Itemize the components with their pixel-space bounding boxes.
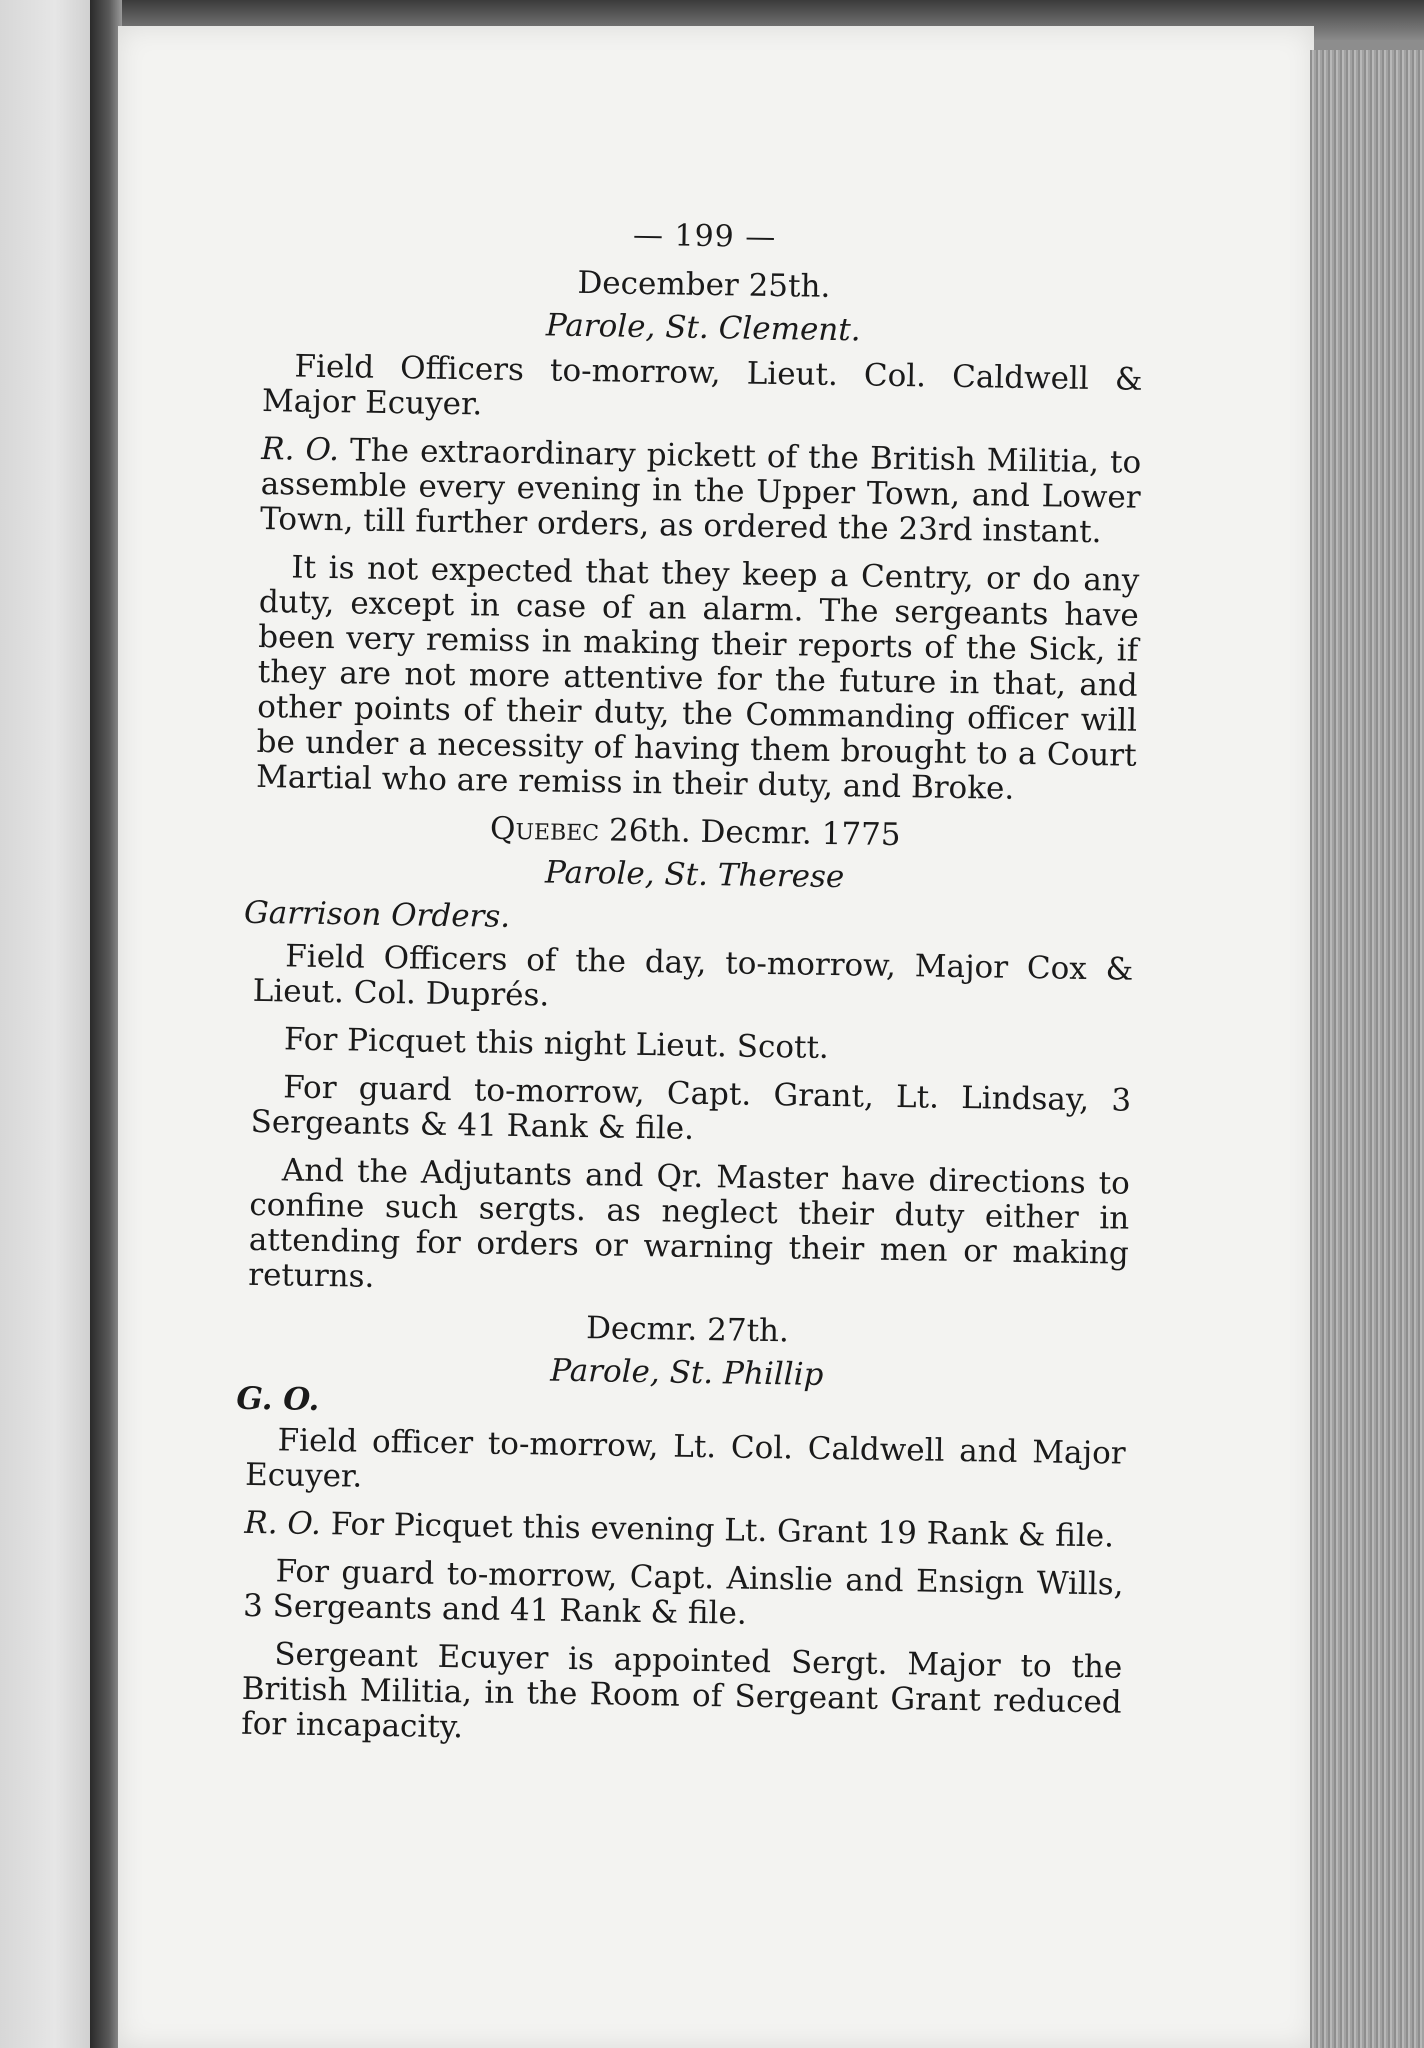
- facing-page-edge: [0, 0, 92, 2048]
- order-paragraph: Field Officers to-morrow, Lieut. Col. Caldwell & Major Ecuyer.: [261, 348, 1143, 423]
- page-number: — 199 —: [632, 217, 777, 256]
- order-paragraph: [244, 1506, 1124, 1555]
- entry-date: [255, 808, 1135, 857]
- entry-place: Quebec: [489, 810, 600, 849]
- order-paragraph: [260, 432, 1142, 551]
- entry-parole: Parole, St. Clement.: [545, 307, 861, 349]
- entry-date: Decmr. 27th.: [585, 1310, 790, 1350]
- section-heading: G. O.: [236, 1380, 320, 1418]
- order-paragraph: Field officer to-morrow, Lt. Col. Caldwell and Major Ecuyer.: [244, 1422, 1126, 1495]
- order-paragraph: Sergeant Ecuyer is appointed Sergt. Major to the British Militia, in the Room of Sergeant Grant reduced for incapacity.: [240, 1636, 1123, 1746]
- page-text: [236, 212, 1145, 1769]
- entry-dec-27: [236, 1306, 1128, 1756]
- order-paragraph: Field Officers of the day, to-morrow, Major Cox & Lieut. Col. Duprés.: [252, 938, 1134, 1014]
- order-prefix: R. O.: [244, 1504, 322, 1543]
- page-stack-edge: [1310, 50, 1424, 2048]
- section-heading: Garrison Orders.: [243, 894, 511, 935]
- entry-dec-25: [256, 261, 1144, 809]
- order-paragraph: And the Adjutants and Qr. Master have directions to confine such sergts. as neglect their duty either in attending for orders or warning their men or making returns.: [248, 1152, 1131, 1295]
- order-text: The extraordinary pickett of the British Militia, to assemble every evening in the Upper Town, and Lower Town, till further orders, as ordered the 23rd instant.: [259, 432, 1142, 551]
- order-paragraph: For guard to-morrow, Capt. Ainslie and Ensign Wills, 3 Sergeants and 41 Rank & file.: [242, 1553, 1124, 1632]
- entry-parole: Parole, St. Phillip: [549, 1352, 824, 1393]
- order-prefix: R. O.: [260, 430, 340, 469]
- entry-date-text: 26th. Decmr. 1775: [598, 812, 901, 854]
- order-paragraph: For Picquet this night Lieut. Scott.: [283, 1021, 830, 1066]
- order-paragraph: It is not expected that they keep a Centry, or do any duty, except in case of an alarm. The sergeants have been very remiss in making their reports of the Sick, if they are not more attentive for the future in that, and other points of their duty, the Commanding officer will be under a necessity of having them brought to a Court Martial who are remiss in their duty, and Broke.: [255, 549, 1140, 807]
- entry-parole: Parole, St. Therese: [544, 854, 845, 896]
- order-paragraph: For guard to-morrow, Capt. Grant, Lt. Lindsay, 3 Sergeants & 41 Rank & file.: [250, 1069, 1132, 1147]
- order-text: For Picquet this evening Lt. Grant 19 Rank & file.: [320, 1506, 1115, 1555]
- entry-date: December 25th.: [577, 264, 831, 305]
- entry-dec-26: [243, 808, 1136, 1307]
